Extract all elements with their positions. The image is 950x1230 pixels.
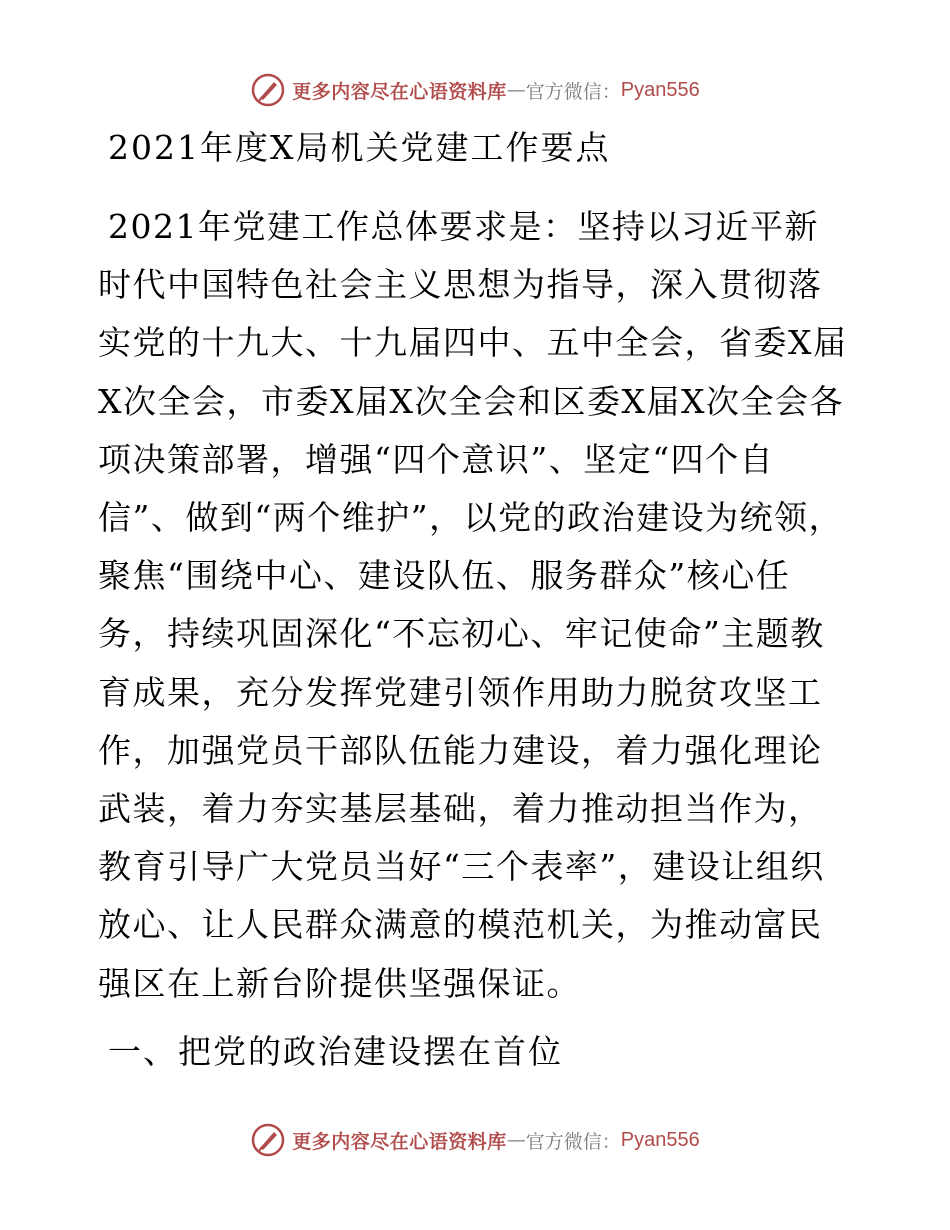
- watermark-footer: [0, 1120, 950, 1160]
- feather-pen-icon: [250, 1122, 286, 1158]
- body-paragraph: [98, 198, 850, 1013]
- watermark-wechat-id: Pyan556: [620, 78, 700, 101]
- body-paragraph-text: 2021年党建工作总体要求是：坚持以习近平新时代中国特色社会主义思想为指导，深入贯彻落实党的十九大、十九届四中、五中全会，省委X届X次全会，市委X届X次全会和区委X届X次全会各项决策部署，增强“四个意识”、坚定“四个自信”、做到“两个维护”，以党的政治建设为统领，聚焦“围绕中心、建设队伍、服务群众”核心任务，持续巩固深化“不忘初心、牢记使命”主题教育成果，充分发挥党建引领作用助力脱贫攻坚工作，加强党员干部队伍能力建设，着力强化理论武装，着力夯实基层基础，着力推动担当作为，教育引导广大党员当好“三个表率”，建设让组织放心、让人民群众满意的模范机关，为推动富民强区在上新台阶提供坚强保证。: [98, 207, 848, 1003]
- feather-pen-icon: [250, 72, 286, 108]
- watermark-separator: —: [506, 1129, 526, 1151]
- watermark-text: 更多内容尽在心语资料库: [292, 80, 507, 103]
- watermark-header: [0, 70, 950, 110]
- watermark-label: 官方微信：: [525, 80, 621, 103]
- section-heading: 一、把党的政治建设摆在首位: [108, 1032, 563, 1071]
- document-title: 2021年度X局机关党建工作要点: [108, 128, 611, 167]
- watermark-text: 更多内容尽在心语资料库: [292, 1130, 507, 1153]
- watermark-wechat-id: Pyan556: [620, 1128, 700, 1151]
- watermark-separator: —: [506, 79, 526, 101]
- watermark-label: 官方微信：: [525, 1130, 621, 1153]
